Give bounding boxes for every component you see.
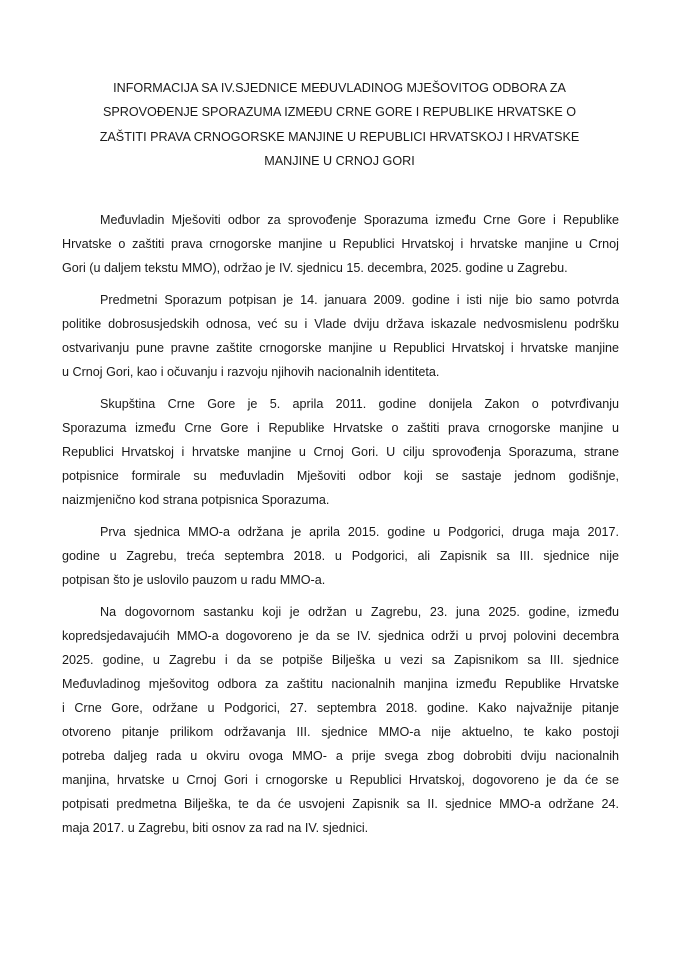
paragraph bbox=[62, 600, 619, 840]
paragraph-line: Međuvladinog mješovitog odbora za zaštitu nacionalnih manjina između Republike Hrvatske bbox=[62, 677, 619, 691]
document-title bbox=[40, 76, 639, 174]
title-line: INFORMACIJA SA IV.SJEDNICE MEĐUVLADINOG MJEŠOVITOG ODBORA ZA bbox=[113, 81, 566, 95]
paragraph-line: Skupština Crne Gore je 5. aprila 2011. godine donijela Zakon o potvrđivanju bbox=[100, 397, 619, 411]
document-body bbox=[62, 208, 619, 848]
paragraph-line: Na dogovornom sastanku koji je održan u Zagrebu, 23. juna 2025. godine, između bbox=[100, 605, 619, 619]
paragraph-line: potpisnice formirale su međuvladin Mješoviti odbor koji se sastaje jednom godišnje, bbox=[62, 469, 619, 483]
paragraph bbox=[62, 520, 619, 592]
paragraph-line: Predmetni Sporazum potpisan je 14. januara 2009. godine i isti nije bio samo potvrda bbox=[100, 293, 619, 307]
paragraph-line: Republici Hrvatskoj i hrvatske manjine u Crnoj Gori. U cilju sprovođenja Sporazuma, strane bbox=[62, 445, 619, 459]
paragraph-line: potpisati predmetna Bilješka, te da će usvojeni Zapisnik sa II. sjednice MMO-a održane 24. bbox=[62, 797, 619, 811]
paragraph-line: manjina, hrvatske u Crnoj Gori i crnogorske u Republici Hrvatskoj, dogovoreno je da će se bbox=[62, 773, 619, 787]
paragraph-line: potreba daljeg rada u okviru ovoga MMO- a prije svega zbog dobrobiti dviju nacionalnih bbox=[62, 749, 619, 763]
paragraph-line: Sporazuma između Crne Gore i Republike Hrvatske o zaštiti prava crnogorske manjine u bbox=[62, 421, 619, 435]
paragraph-line: maja 2017. u Zagrebu, biti osnov za rad na IV. sjednici. bbox=[62, 821, 369, 835]
paragraph-line: potpisan što je uslovilo pauzom u radu MMO-a. bbox=[62, 573, 326, 587]
paragraph bbox=[62, 208, 619, 280]
title-line: MANJINE U CRNOJ GORI bbox=[264, 154, 415, 169]
paragraph-line: godine u Zagrebu, treća septembra 2018. u Podgorici, ali Zapisnik sa III. sjednice nije bbox=[62, 549, 619, 563]
paragraph-line: u Crnoj Gori, kao i očuvanju i razvoju njihovih nacionalnih identiteta. bbox=[62, 365, 440, 379]
paragraph bbox=[62, 392, 619, 512]
paragraph-line: Gori (u daljem tekstu MMO), održao je IV. sjednicu 15. decembra, 2025. godine u Zagrebu. bbox=[62, 261, 568, 275]
paragraph-line: i Crne Gore, održane u Podgorici, 27. septembra 2018. godine. Kako najvažnije pitanje bbox=[62, 701, 619, 715]
title-line: SPROVOĐENJE SPORAZUMA IZMEĐU CRNE GORE I REPUBLIKE HRVATSKE O bbox=[102, 105, 577, 120]
paragraph-line: otvoreno pitanje prilikom održavanja III. sjednice MMO-a nije aktuelno, te kako postoji bbox=[62, 725, 619, 739]
paragraph-line: Međuvladin Mješoviti odbor za sprovođenje Sporazuma između Crne Gore i Republike bbox=[100, 213, 619, 227]
paragraph bbox=[62, 288, 619, 384]
paragraph-line: kopredsjedavajućih MMO-a dogovoreno je da se IV. sjednica održi u prvoj polovini decembra bbox=[62, 629, 619, 643]
paragraph-line: Hrvatske o zaštiti prava crnogorske manjine u Republici Hrvatskoj i hrvatske manjine u Crnoj bbox=[62, 237, 619, 251]
paragraph-line: 2025. godine, u Zagrebu i da se potpiše Bilješka u vezi sa Zapisnikom sa III. sjednice bbox=[62, 653, 619, 667]
title-line: ZAŠTITI PRAVA CRNOGORSKE MANJINE U REPUBLICI HRVATSKOJ I HRVATSKE bbox=[99, 129, 580, 144]
paragraph-line: ostvarivanju pune pravne zaštite crnogorske manjine u Republici Hrvatskoj i hrvatske manjine bbox=[62, 341, 619, 355]
paragraph-line: politike dobrosusjedskih odnosa, već su i Vlade dviju država iskazale nedvosmislenu podršku bbox=[62, 317, 619, 331]
paragraph-line: Prva sjednica MMO-a održana je aprila 2015. godine u Podgorici, druga maja 2017. bbox=[100, 525, 619, 539]
paragraph-line: naizmjenično kod strana potpisnica Sporazuma. bbox=[62, 493, 330, 507]
